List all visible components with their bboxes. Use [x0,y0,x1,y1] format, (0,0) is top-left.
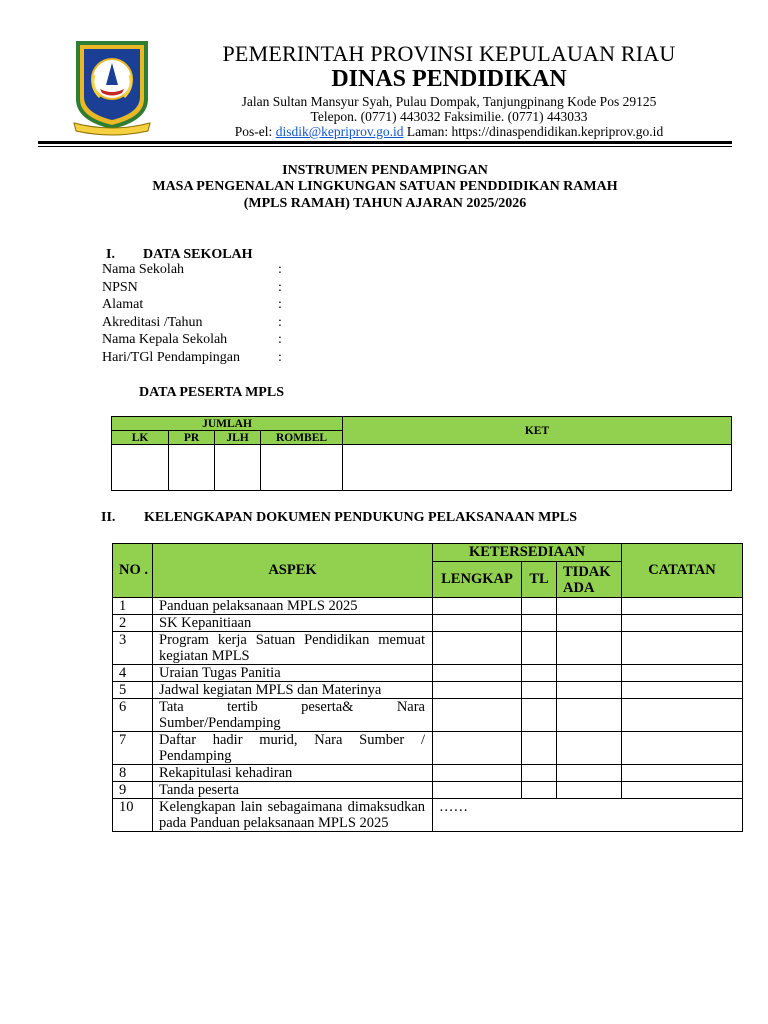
tidak-ada-cell[interactable] [557,782,622,799]
catatan-cell[interactable] [622,682,743,699]
jlh-cell[interactable] [215,445,261,491]
field-label: Akreditasi /Tahun [102,315,203,330]
lengkap-cell[interactable] [433,682,522,699]
row-aspek: Rekapitulasi kehadiran [153,765,433,782]
table-row [113,632,743,665]
doc-title-line3: (MPLS RAMAH) TAHUN AJARAN 2025/2026 [243,196,527,211]
table-row [113,799,743,832]
lengkap-header: LENGKAP [433,562,522,598]
website-text: Laman: https://dinaspendidikan.kepriprov.go.id [403,124,664,139]
table-row [113,732,743,765]
merged-ketersediaan-cell[interactable]: …… [433,799,743,832]
tidak-ada-cell[interactable] [557,732,622,765]
row-no: 3 [113,632,153,665]
catatan-header: CATATAN [622,544,743,598]
lengkap-cell[interactable] [433,699,522,732]
table-row [113,665,743,682]
lk-header: LK [112,431,169,445]
catatan-cell[interactable] [622,598,743,615]
tl-cell[interactable] [522,615,557,632]
tl-header: TL [522,562,557,598]
row-aspek: Kelengkapan lain sebagaimana dimaksudkan pada Panduan pelaksanaan MPLS 2025 [153,799,433,832]
no-header: NO . [113,544,153,598]
table-row [113,682,743,699]
row-aspek: Tanda peserta [153,782,433,799]
catatan-cell[interactable] [622,782,743,799]
row-no: 7 [113,732,153,765]
rombel-cell[interactable] [261,445,343,491]
table-row [113,598,743,615]
pr-cell[interactable] [169,445,215,491]
field-label: Hari/TGl Pendampingan [102,350,241,365]
tl-cell[interactable] [522,782,557,799]
catatan-cell[interactable] [622,632,743,665]
province-logo [70,37,154,137]
lk-cell[interactable] [112,445,169,491]
row-aspek: Daftar hadir murid, Nara Sumber / Pendamping [153,732,433,765]
tl-cell[interactable] [522,682,557,699]
row-no: 5 [113,682,153,699]
catatan-cell[interactable] [622,699,743,732]
section1-number: I. [106,247,115,262]
row-aspek: Jadwal kegiatan MPLS dan Materinya [153,682,433,699]
row-no: 6 [113,699,153,732]
tidak-ada-cell[interactable] [557,632,622,665]
jlh-header: JLH [215,431,261,445]
letterhead-rule-thin [38,146,732,147]
catatan-cell[interactable] [622,615,743,632]
section2-heading: KELENGKAPAN DOKUMEN PENDUKUNG PELAKSANAAN MPLS [144,510,577,525]
field-label: Nama Sekolah [102,262,185,277]
table-row [113,699,743,732]
peserta-heading: DATA PESERTA MPLS [139,385,284,400]
pr-header: PR [169,431,215,445]
row-aspek: Uraian Tugas Panitia [153,665,433,682]
ketersediaan-header: KETERSEDIAAN [433,544,622,562]
lengkap-cell[interactable] [433,782,522,799]
field-label: Nama Kepala Sekolah [102,332,228,347]
row-aspek: Tata tertib peserta& Nara Sumber/Pendamping [153,699,433,732]
table-row [113,765,743,782]
tl-cell[interactable] [522,699,557,732]
ket-cell[interactable] [343,445,732,491]
tl-cell[interactable] [522,598,557,615]
tidak-ada-cell[interactable] [557,765,622,782]
lengkap-cell[interactable] [433,598,522,615]
tidak-ada-cell[interactable] [557,598,622,615]
row-aspek: Program kerja Satuan Pendidikan memuat kegiatan MPLS [153,632,433,665]
jumlah-header: JUMLAH [112,417,343,431]
email-link[interactable]: disdik@kepriprov.go.id [275,124,404,139]
lengkap-cell[interactable] [433,632,522,665]
doc-title-line2: MASA PENGENALAN LINGKUNGAN SATUAN PENDDIDIKAN RAMAH [152,179,618,194]
table-row [113,615,743,632]
lengkap-cell[interactable] [433,732,522,765]
row-no: 4 [113,665,153,682]
tl-cell[interactable] [522,665,557,682]
tl-cell[interactable] [522,765,557,782]
agency-address: Jalan Sultan Mansyur Syah, Pulau Dompak, Tanjungpinang Kode Pos 29125 [241,94,657,109]
tidak-ada-cell[interactable] [557,615,622,632]
row-no: 2 [113,615,153,632]
row-aspek: SK Kepanitiaan [153,615,433,632]
catatan-cell[interactable] [622,665,743,682]
agency-name: DINAS PENDIDIKAN [331,66,567,92]
row-no: 10 [113,799,153,832]
doc-title-line1: INSTRUMEN PENDAMPINGAN [282,163,488,178]
aspek-header: ASPEK [153,544,433,598]
dokumen-table [112,543,743,832]
lengkap-cell[interactable] [433,615,522,632]
row-no: 9 [113,782,153,799]
field-colon: : [278,297,282,312]
ket-header: KET [343,417,732,445]
tidak-ada-cell[interactable] [557,699,622,732]
field-colon: : [278,315,282,330]
email-prefix: Pos-el: [234,124,276,139]
catatan-cell[interactable] [622,732,743,765]
tl-cell[interactable] [522,732,557,765]
lengkap-cell[interactable] [433,665,522,682]
catatan-cell[interactable] [622,765,743,782]
field-colon: : [278,280,282,295]
gov-name: PEMERINTAH PROVINSI KEPULAUAN RIAU [222,41,676,66]
lengkap-cell[interactable] [433,765,522,782]
peserta-table [111,416,732,491]
field-colon: : [278,262,282,277]
tl-cell[interactable] [522,632,557,665]
field-colon: : [278,332,282,347]
section1-heading: DATA SEKOLAH [143,247,253,262]
tidak-ada-header: TIDAK ADA [557,562,622,598]
field-label: NPSN [102,280,138,295]
tidak-ada-cell[interactable] [557,665,622,682]
row-no: 8 [113,765,153,782]
field-colon: : [278,350,282,365]
agency-contact [160,124,738,140]
row-aspek: Panduan pelaksanaan MPLS 2025 [153,598,433,615]
table-row [113,782,743,799]
rombel-header: ROMBEL [261,431,343,445]
tidak-ada-cell[interactable] [557,682,622,699]
section2-number: II. [101,510,116,525]
field-label: Alamat [102,297,144,312]
letterhead-rule-thick [38,141,732,144]
agency-phone: Telepon. (0771) 443032 Faksimilie. (0771) 443033 [310,109,588,124]
row-no: 1 [113,598,153,615]
